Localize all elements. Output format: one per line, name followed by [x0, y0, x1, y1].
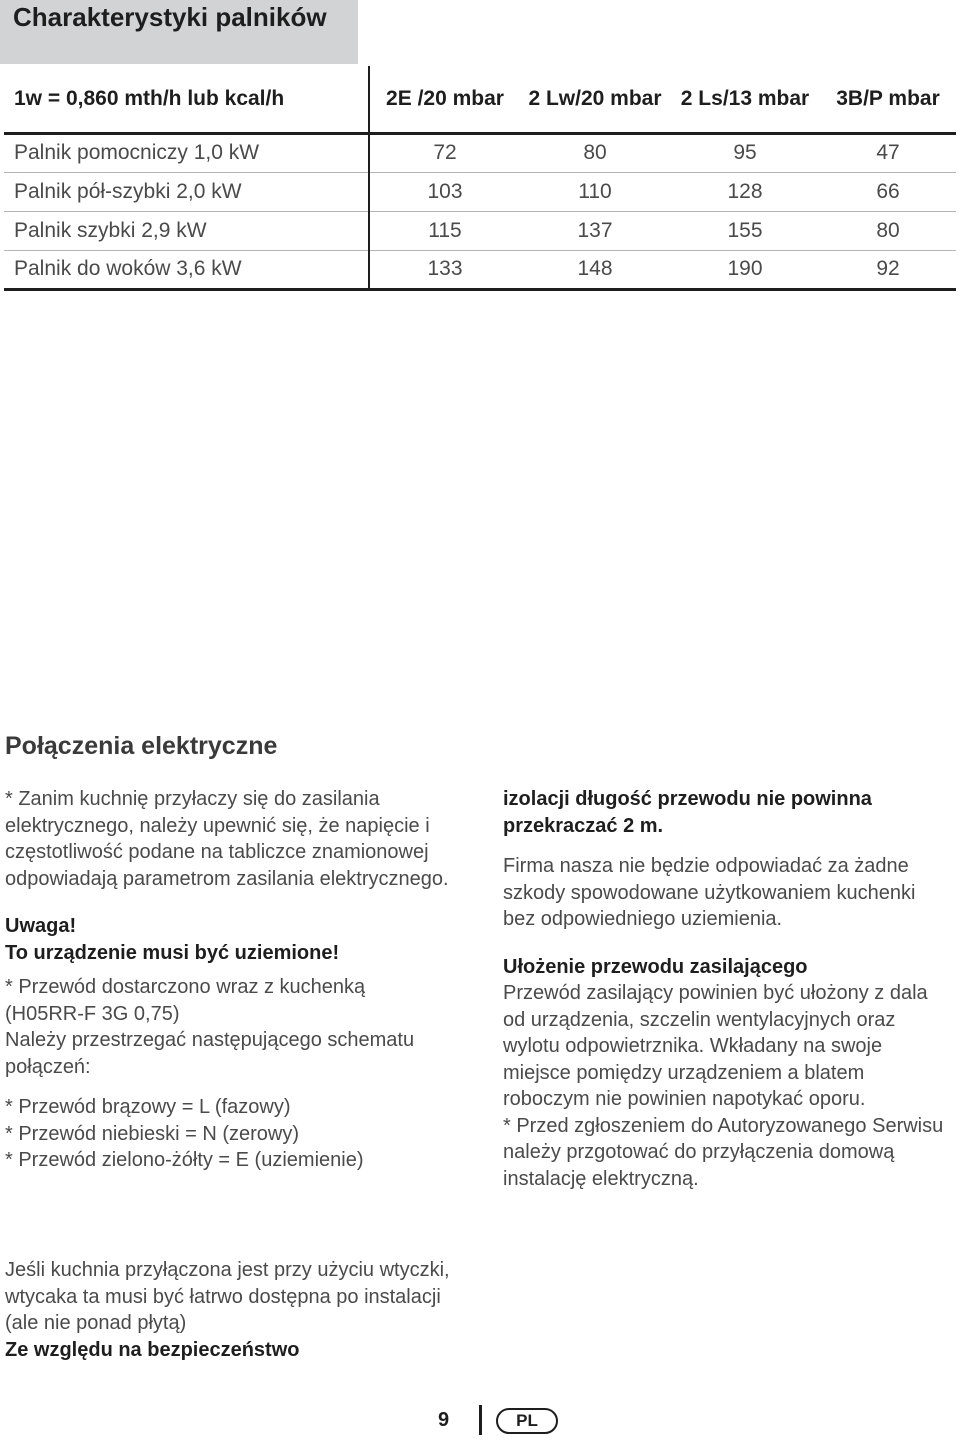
plug-note: [5, 1257, 475, 1363]
section-title: Połączenia elektryczne: [5, 732, 278, 760]
right-column: [503, 786, 953, 1192]
table-cell-label: Palnik do woków 3,6 kW: [4, 250, 369, 289]
table-header-cell: 3B/P mbar: [820, 66, 956, 133]
language-badge: PL: [496, 1408, 558, 1434]
table-header-cell: 2 Ls/13 mbar: [670, 66, 820, 133]
table-cell: 80: [583, 141, 607, 164]
table-cell: 148: [577, 257, 613, 280]
wire-brown: * Przewód brązowy = L (fazowy): [5, 1096, 291, 1118]
liability-paragraph: Firma nasza nie będzie odpowiadać za żadne szkody spowodowane użytkowaniem kuchenki bez odpowiedniego uziemienia.: [503, 855, 916, 930]
table-header-cell: 1w = 0,860 mth/h lub kcal/h: [4, 66, 369, 133]
table-cell-label: Palnik pomocniczy 1,0 kW: [4, 133, 369, 172]
table-cell: 66: [876, 179, 900, 203]
table-row: [4, 250, 956, 289]
burner-spec-table: [4, 66, 956, 291]
table-cell: 133: [427, 257, 463, 280]
table-row: [4, 133, 956, 172]
table-row: [4, 172, 956, 211]
cable-paragraph-line: * Przewód dostarczono wraz z kuchenką: [5, 976, 366, 998]
table-cell: 137: [577, 218, 613, 242]
cable-type: (H05RR-F 3G 0,75): [5, 1002, 180, 1025]
cable-length-note: izolacji długość przewodu nie powinna przekraczać 2 m.: [503, 788, 872, 837]
table-cell-label: Palnik pół-szybki 2,0 kW: [4, 172, 369, 211]
table-header-row: [4, 66, 956, 133]
table-cell: 95: [733, 141, 757, 164]
page-number: 9: [438, 1409, 450, 1431]
plug-note-bold: Ze względu na bezpieczeństwo: [5, 1338, 300, 1361]
table-cell: 190: [727, 257, 763, 280]
table-cell: 128: [727, 179, 763, 203]
table-row: [4, 211, 956, 250]
wiring-instruction: Należy przestrzegać następującego schematu połączeń:: [5, 1029, 415, 1078]
table-cell: 110: [578, 179, 612, 203]
service-paragraph: * Przed zgłoszeniem do Autoryzowanego Serwisu należy przgotować do przyłączenia domową instalację elektryczną.: [503, 1114, 944, 1190]
table-cell: 47: [876, 141, 900, 164]
plug-note-text: Jeśli kuchnia przyłączona jest przy użyciu wtyczki, wtycaka ta musi być łatrwo dostępna po instalacji (ale nie ponad płytą): [5, 1259, 450, 1334]
warning-text: To urządzenie musi być uziemione!: [5, 941, 340, 964]
table-cell: 80: [876, 218, 900, 242]
left-column: [5, 786, 475, 1174]
footer-divider: [479, 1405, 482, 1435]
table-header-cell: 2E /20 mbar: [369, 66, 520, 133]
table-cell: 103: [427, 179, 463, 203]
cable-routing-paragraph: Przewód zasilający powinien być ułożony z dala od urządzenia, szczelin wentylacyjnych oraz wylotu odpowietrznika. Wkładany na swoje miejsce pomiędzy urządzeniem a blatem roboczym nie powinien napotykać oporu.: [503, 982, 928, 1110]
warning-heading: Uwaga!: [5, 915, 77, 937]
cable-routing-heading: Ułożenie przewodu zasilającego: [503, 955, 808, 978]
table-cell: 72: [433, 141, 457, 164]
table-cell: 115: [428, 218, 462, 242]
table-cell-label: Palnik szybki 2,9 kW: [4, 211, 369, 250]
page-footer: [0, 1405, 960, 1435]
table-cell: 92: [876, 257, 900, 280]
wire-blue: * Przewód niebieski = N (zerowy): [5, 1122, 299, 1145]
page-title: Charakterystyki palników: [13, 2, 327, 32]
table-header-cell: 2 Lw/20 mbar: [520, 66, 670, 133]
wire-green-yellow: * Przewód zielono-żółty = E (uziemienie): [5, 1149, 364, 1171]
table-cell: 155: [727, 218, 763, 242]
voltage-check-paragraph: * Zanim kuchnię przyłaczy się do zasilania elektrycznego, należy upewnić się, że napięcie i częstotliwość podane na tabliczce znamionowej odpowiadają parametrom zasilania elektrycznego.: [5, 788, 449, 890]
